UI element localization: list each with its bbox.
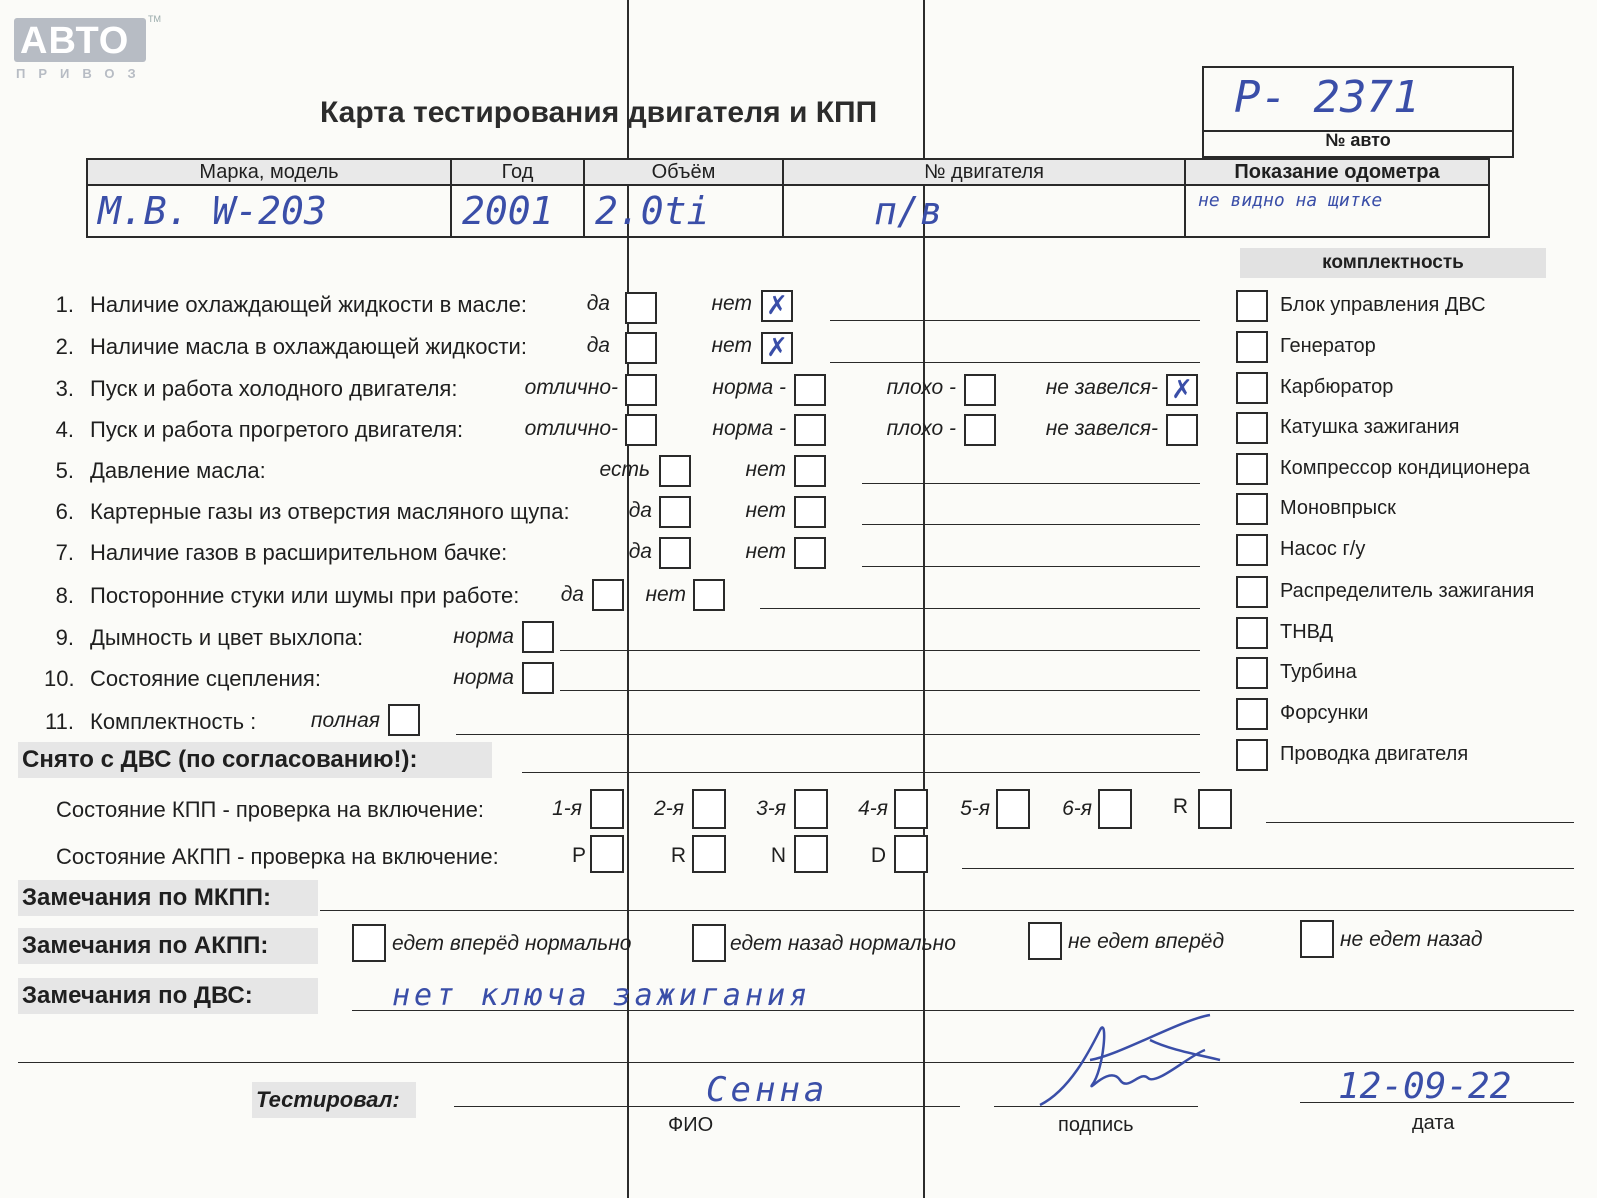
q8-yes-checkbox[interactable] [592,579,624,611]
q10-text: Состояние сцепления: [90,666,321,691]
q5-opt-no: нет [745,458,786,481]
q6-num: 6. [55,499,74,524]
remarks-mkpp-line [320,910,1574,911]
kpp-line [1266,822,1574,823]
komplekt-ecu-checkbox[interactable] [1236,290,1268,322]
tested-name-caption: ФИО [668,1114,714,1136]
remarks-mkpp-label: Замечания по МКПП: [18,880,318,916]
komplekt-ps-pump-label: Насос г/у [1280,538,1366,560]
q1-yes-checkbox[interactable] [625,292,657,324]
akpp-no-forward-checkbox[interactable] [1028,922,1062,960]
kpp-gear-2: 2-я [654,797,684,820]
q6-yes-checkbox[interactable] [659,496,691,528]
q1-opt-no: нет [711,292,752,315]
akpp-forward-ok-checkbox[interactable] [352,924,386,962]
col-volume: Объём [584,159,783,185]
q10-normal-checkbox[interactable] [522,662,554,694]
auto-number-box [1202,66,1514,132]
q4-text: Пуск и работа прогретого двигателя: [90,417,464,442]
q8-opt-yes: да [560,583,584,606]
q7-opt-yes: да [628,540,652,563]
kpp-gear-1: 1-я [552,797,582,820]
tested-name: Сенна [706,1070,829,1110]
value-year: 2001 [451,185,584,237]
akpp-no-back-checkbox[interactable] [1300,920,1334,958]
akpp-line [962,868,1574,869]
removed-label: Снято с ДВС (по согласованию!): [18,742,492,778]
remarks-dvs-line [352,1010,1574,1011]
auto-number-value: Р- 2371 [1234,72,1420,123]
q11-opt-full: полная [310,709,380,732]
q7-num: 7. [55,540,74,565]
q3-bad-checkbox[interactable] [964,374,996,406]
akpp-label: Состояние АКПП - проверка на включение: [56,844,499,869]
q3-num: 3. [55,376,74,401]
kpp-gear-2-checkbox[interactable] [692,789,726,829]
remarks-extra-line [18,1062,1574,1063]
signature-line [994,1106,1198,1107]
q3-opt-not-started: не завелся- [1045,376,1158,399]
komplekt-ignition-coil-label: Катушка зажигания [1280,416,1460,438]
removed-line [522,772,1200,773]
q11-text: Комплектность : [90,709,257,734]
q4-bad-checkbox[interactable] [964,414,996,446]
komplekt-header: комплектность [1240,248,1546,278]
q7-opt-no: нет [745,540,786,563]
q8-opt-no: нет [645,583,686,606]
q5-opt-yes: есть [599,458,650,481]
q9-normal-checkbox[interactable] [522,621,554,653]
komplekt-ac-compressor-checkbox[interactable] [1236,453,1268,485]
kpp-gear-3: 3-я [756,797,786,820]
q4-opt-bad: плохо - [886,417,956,440]
remarks-dvs-label: Замечания по ДВС: [18,978,318,1014]
q10-line [560,690,1200,691]
date-caption: дата [1412,1112,1455,1134]
komplekt-mono-injection-checkbox[interactable] [1236,493,1268,525]
q4-excellent-checkbox[interactable] [625,414,657,446]
q6-text: Картерные газы из отверстия масляного щупа: [90,499,570,524]
q3-excellent-checkbox[interactable] [625,374,657,406]
signature-icon [1030,1010,1230,1120]
akpp-back-ok-label: едет назад нормально [730,932,956,955]
komplekt-mono-injection-label: Моновпрыск [1280,497,1396,519]
value-volume: 2.0ti [584,185,783,237]
q2-line [830,362,1200,363]
q9-text: Дымность и цвет выхлопа: [90,625,364,650]
kpp-gear-6: 6-я [1062,797,1092,820]
q1-line [830,320,1200,321]
kpp-gear-4: 4-я [858,797,888,820]
komplekt-generator-checkbox[interactable] [1236,331,1268,363]
remarks-dvs-value: нет ключа зажигания [392,978,812,1013]
q6-opt-no: нет [745,499,786,522]
kpp-gear-r: R [1172,795,1188,818]
q8-line [760,608,1200,609]
q4-opt-not-started: не завелся- [1045,417,1158,440]
q11-line [456,734,1200,735]
q10-num: 10. [44,666,75,691]
tested-label: Тестировал: [252,1082,416,1118]
komplekt-generator-label: Генератор [1280,335,1376,357]
komplekt-turbo-label: Турбина [1280,661,1357,683]
q8-no-checkbox[interactable] [693,579,725,611]
logo-sub: ПРИВОЗ [16,66,149,81]
q8-num: 8. [55,583,74,608]
akpp-gear-d: D [870,844,886,867]
komplekt-carburetor-label: Карбюратор [1280,376,1394,398]
q3-normal-checkbox[interactable] [794,374,826,406]
komplekt-distributor-label: Распределитель зажигания [1280,580,1535,602]
komplekt-injectors-checkbox[interactable] [1236,698,1268,730]
komplekt-turbo-checkbox[interactable] [1236,657,1268,689]
q5-no-checkbox[interactable] [794,455,826,487]
komplekt-ignition-coil-checkbox[interactable] [1236,412,1268,444]
q4-opt-normal: норма - [712,417,786,440]
value-odometer: не видно на щитке [1185,185,1489,237]
komplekt-injection-pump-label: ТНВД [1280,621,1334,643]
header-table [86,158,1490,238]
q4-normal-checkbox[interactable] [794,414,826,446]
akpp-gear-p-checkbox[interactable] [590,835,624,873]
kpp-gear-4-checkbox[interactable] [894,789,928,829]
komplekt-ps-pump-checkbox[interactable] [1236,534,1268,566]
col-engine-no: № двигателя [783,159,1185,185]
logo-tm: TM [148,14,161,24]
q7-yes-checkbox[interactable] [659,537,691,569]
q1-opt-yes: да [586,292,610,315]
q7-no-checkbox[interactable] [794,537,826,569]
q9-num: 9. [55,625,74,650]
page-title: Карта тестирования двигателя и КПП [320,96,878,129]
akpp-back-ok-checkbox[interactable] [692,924,726,962]
komplekt-carburetor-checkbox[interactable] [1236,372,1268,404]
q9-line [560,650,1200,651]
col-model: Марка, модель [87,159,451,185]
col-year: Год [451,159,584,185]
q3-opt-excellent: отлично- [524,376,618,399]
komplekt-ac-compressor-label: Компрессор кондиционера [1280,457,1530,479]
q5-text: Давление масла: [90,458,266,483]
komplekt-injectors-label: Форсунки [1280,702,1369,724]
akpp-no-back-label: не едет назад [1340,928,1483,951]
q2-text: Наличие масла в охлаждающей жидкости: [90,334,527,359]
q6-line [862,524,1200,525]
q1-text: Наличие охлаждающей жидкости в масле: [90,292,527,317]
q11-num: 11. [45,709,74,734]
kpp-gear-5-checkbox[interactable] [996,789,1030,829]
q5-line [862,483,1200,484]
q5-yes-checkbox[interactable] [659,455,691,487]
akpp-gear-n-checkbox[interactable] [794,835,828,873]
q3-not-started-checkbox-checked[interactable]: ✗ [1166,374,1198,406]
akpp-forward-ok-label: едет вперёд нормально [392,932,632,955]
q11-full-checkbox[interactable] [388,704,420,736]
kpp-gear-3-checkbox[interactable] [794,789,828,829]
q2-no-checkbox-checked[interactable]: ✗ [761,332,793,364]
logo [14,14,161,81]
date-line [1300,1102,1574,1103]
komplekt-wiring-checkbox[interactable] [1236,739,1268,771]
akpp-no-forward-label: не едет вперёд [1068,930,1225,953]
q1-num: 1. [55,292,74,317]
remarks-akpp-label: Замечания по АКПП: [18,928,318,964]
kpp-gear-6-checkbox[interactable] [1098,789,1132,829]
q7-line [862,566,1200,567]
q2-yes-checkbox[interactable] [625,332,657,364]
signature-caption: подпись [1058,1114,1134,1136]
value-model: M.B. W-203 [87,185,451,237]
q4-not-started-checkbox[interactable] [1166,414,1198,446]
q10-opt-normal: норма [453,666,514,689]
value-engine-no: п/в [783,185,1185,237]
q4-opt-excellent: отлично- [524,417,618,440]
q7-text: Наличие газов в расширительном бачке: [90,540,508,565]
auto-number-label: № авто [1202,130,1514,158]
q3-text: Пуск и работа холодного двигателя: [90,376,458,401]
komplekt-wiring-label: Проводка двигателя [1280,743,1469,765]
q6-no-checkbox[interactable] [794,496,826,528]
q4-num: 4. [55,417,74,442]
kpp-gear-5: 5-я [960,797,990,820]
tested-date: 12-09-22 [1338,1066,1512,1107]
q3-opt-bad: плохо - [886,376,956,399]
logo-main: АВТО [20,20,130,62]
akpp-gear-p: P [571,844,586,867]
q6-opt-yes: да [628,499,652,522]
akpp-gear-r-checkbox[interactable] [692,835,726,873]
kpp-gear-1-checkbox[interactable] [590,789,624,829]
komplekt-ecu-label: Блок управления ДВС [1280,294,1486,316]
q9-opt-normal: норма [453,625,514,648]
q2-opt-yes: да [586,334,610,357]
akpp-gear-r: R [670,844,686,867]
q2-opt-no: нет [711,334,752,357]
q2-num: 2. [55,334,74,359]
komplekt-distributor-checkbox[interactable] [1236,576,1268,608]
kpp-label: Состояние КПП - проверка на включение: [56,797,485,822]
tested-name-line [454,1106,960,1107]
kpp-gear-r-checkbox[interactable] [1198,789,1232,829]
akpp-gear-d-checkbox[interactable] [894,835,928,873]
q3-opt-normal: норма - [712,376,786,399]
q5-num: 5. [55,458,74,483]
akpp-gear-n: N [770,844,786,867]
q1-no-checkbox-checked[interactable]: ✗ [761,290,793,322]
komplekt-injection-pump-checkbox[interactable] [1236,617,1268,649]
col-odometer: Показание одометра [1185,159,1489,185]
q8-text: Посторонние стуки или шумы при работе: [90,583,520,608]
